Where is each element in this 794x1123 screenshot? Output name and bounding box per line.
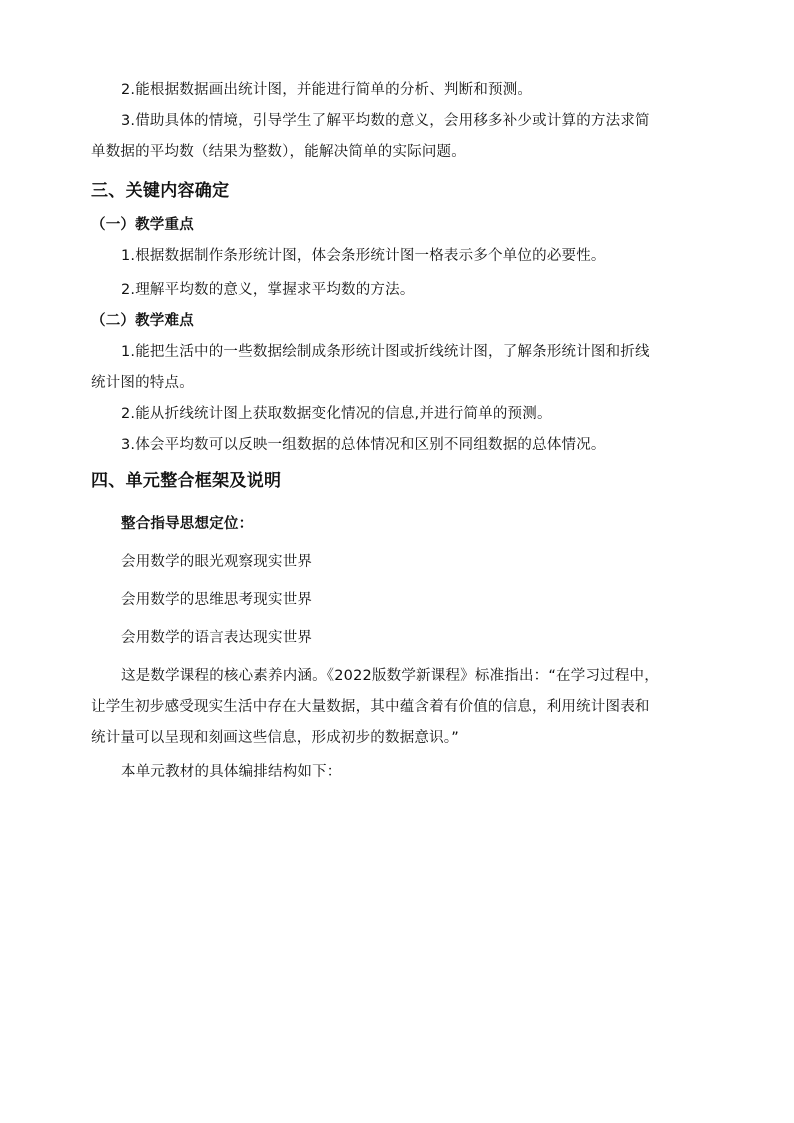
paragraph-2: 本单元教材的具体编排结构如下：: [121, 764, 342, 780]
paragraph-1-line-1: 这是数学课程的核心素养内涵。《2022版数学新课程》标准指出：“在学习过程中，: [121, 668, 659, 684]
objective-item-2: 2.能根据数据画出统计图，并能进行简单的分析、判断和预测。: [121, 82, 533, 98]
paragraph-1-line-3: 统计量可以呈现和刻画这些信息，形成初步的数据意识。”: [91, 730, 459, 746]
key-point-item-1: 1.根据数据制作条形统计图，体会条形统计图一格表示多个单位的必要性。: [121, 248, 606, 264]
guide-heading: 整合指导思想定位：: [121, 516, 254, 532]
guide-item-3: 会用数学的语言表达现实世界: [121, 630, 313, 646]
difficult-point-item-1-line-1: 1.能把生活中的一些数据绘制成条形统计图或折线统计图，了解条形统计图和折线: [121, 344, 650, 360]
key-points-heading: （一）教学重点: [91, 217, 194, 233]
key-point-item-2: 2.理解平均数的意义，掌握求平均数的方法。: [121, 282, 415, 298]
paragraph-1-line-2: 让学生初步感受现实生活中存在大量数据，其中蕴含着有价值的信息，利用统计图表和: [91, 699, 650, 715]
objective-item-3-line-2: 单数据的平均数（结果为整数），能解决简单的实际问题。: [91, 144, 466, 160]
difficult-points-heading: （二）教学难点: [91, 313, 194, 329]
difficult-point-item-3: 3.体会平均数可以反映一组数据的总体情况和区别不同组数据的总体情况。: [121, 437, 606, 453]
guide-item-2: 会用数学的思维思考现实世界: [121, 592, 313, 608]
objective-item-3-line-1: 3.借助具体的情境，引导学生了解平均数的意义，会用移多补少或计算的方法求简: [121, 113, 650, 129]
section-3-heading: 三、关键内容确定: [91, 181, 230, 201]
guide-item-1: 会用数学的眼光观察现实世界: [121, 554, 313, 570]
section-4-heading: 四、单元整合框架及说明: [91, 471, 282, 491]
difficult-point-item-1-line-2: 统计图的特点。: [91, 375, 194, 391]
difficult-point-item-2: 2.能从折线统计图上获取数据变化情况的信息,并进行简单的预测。: [121, 406, 552, 422]
